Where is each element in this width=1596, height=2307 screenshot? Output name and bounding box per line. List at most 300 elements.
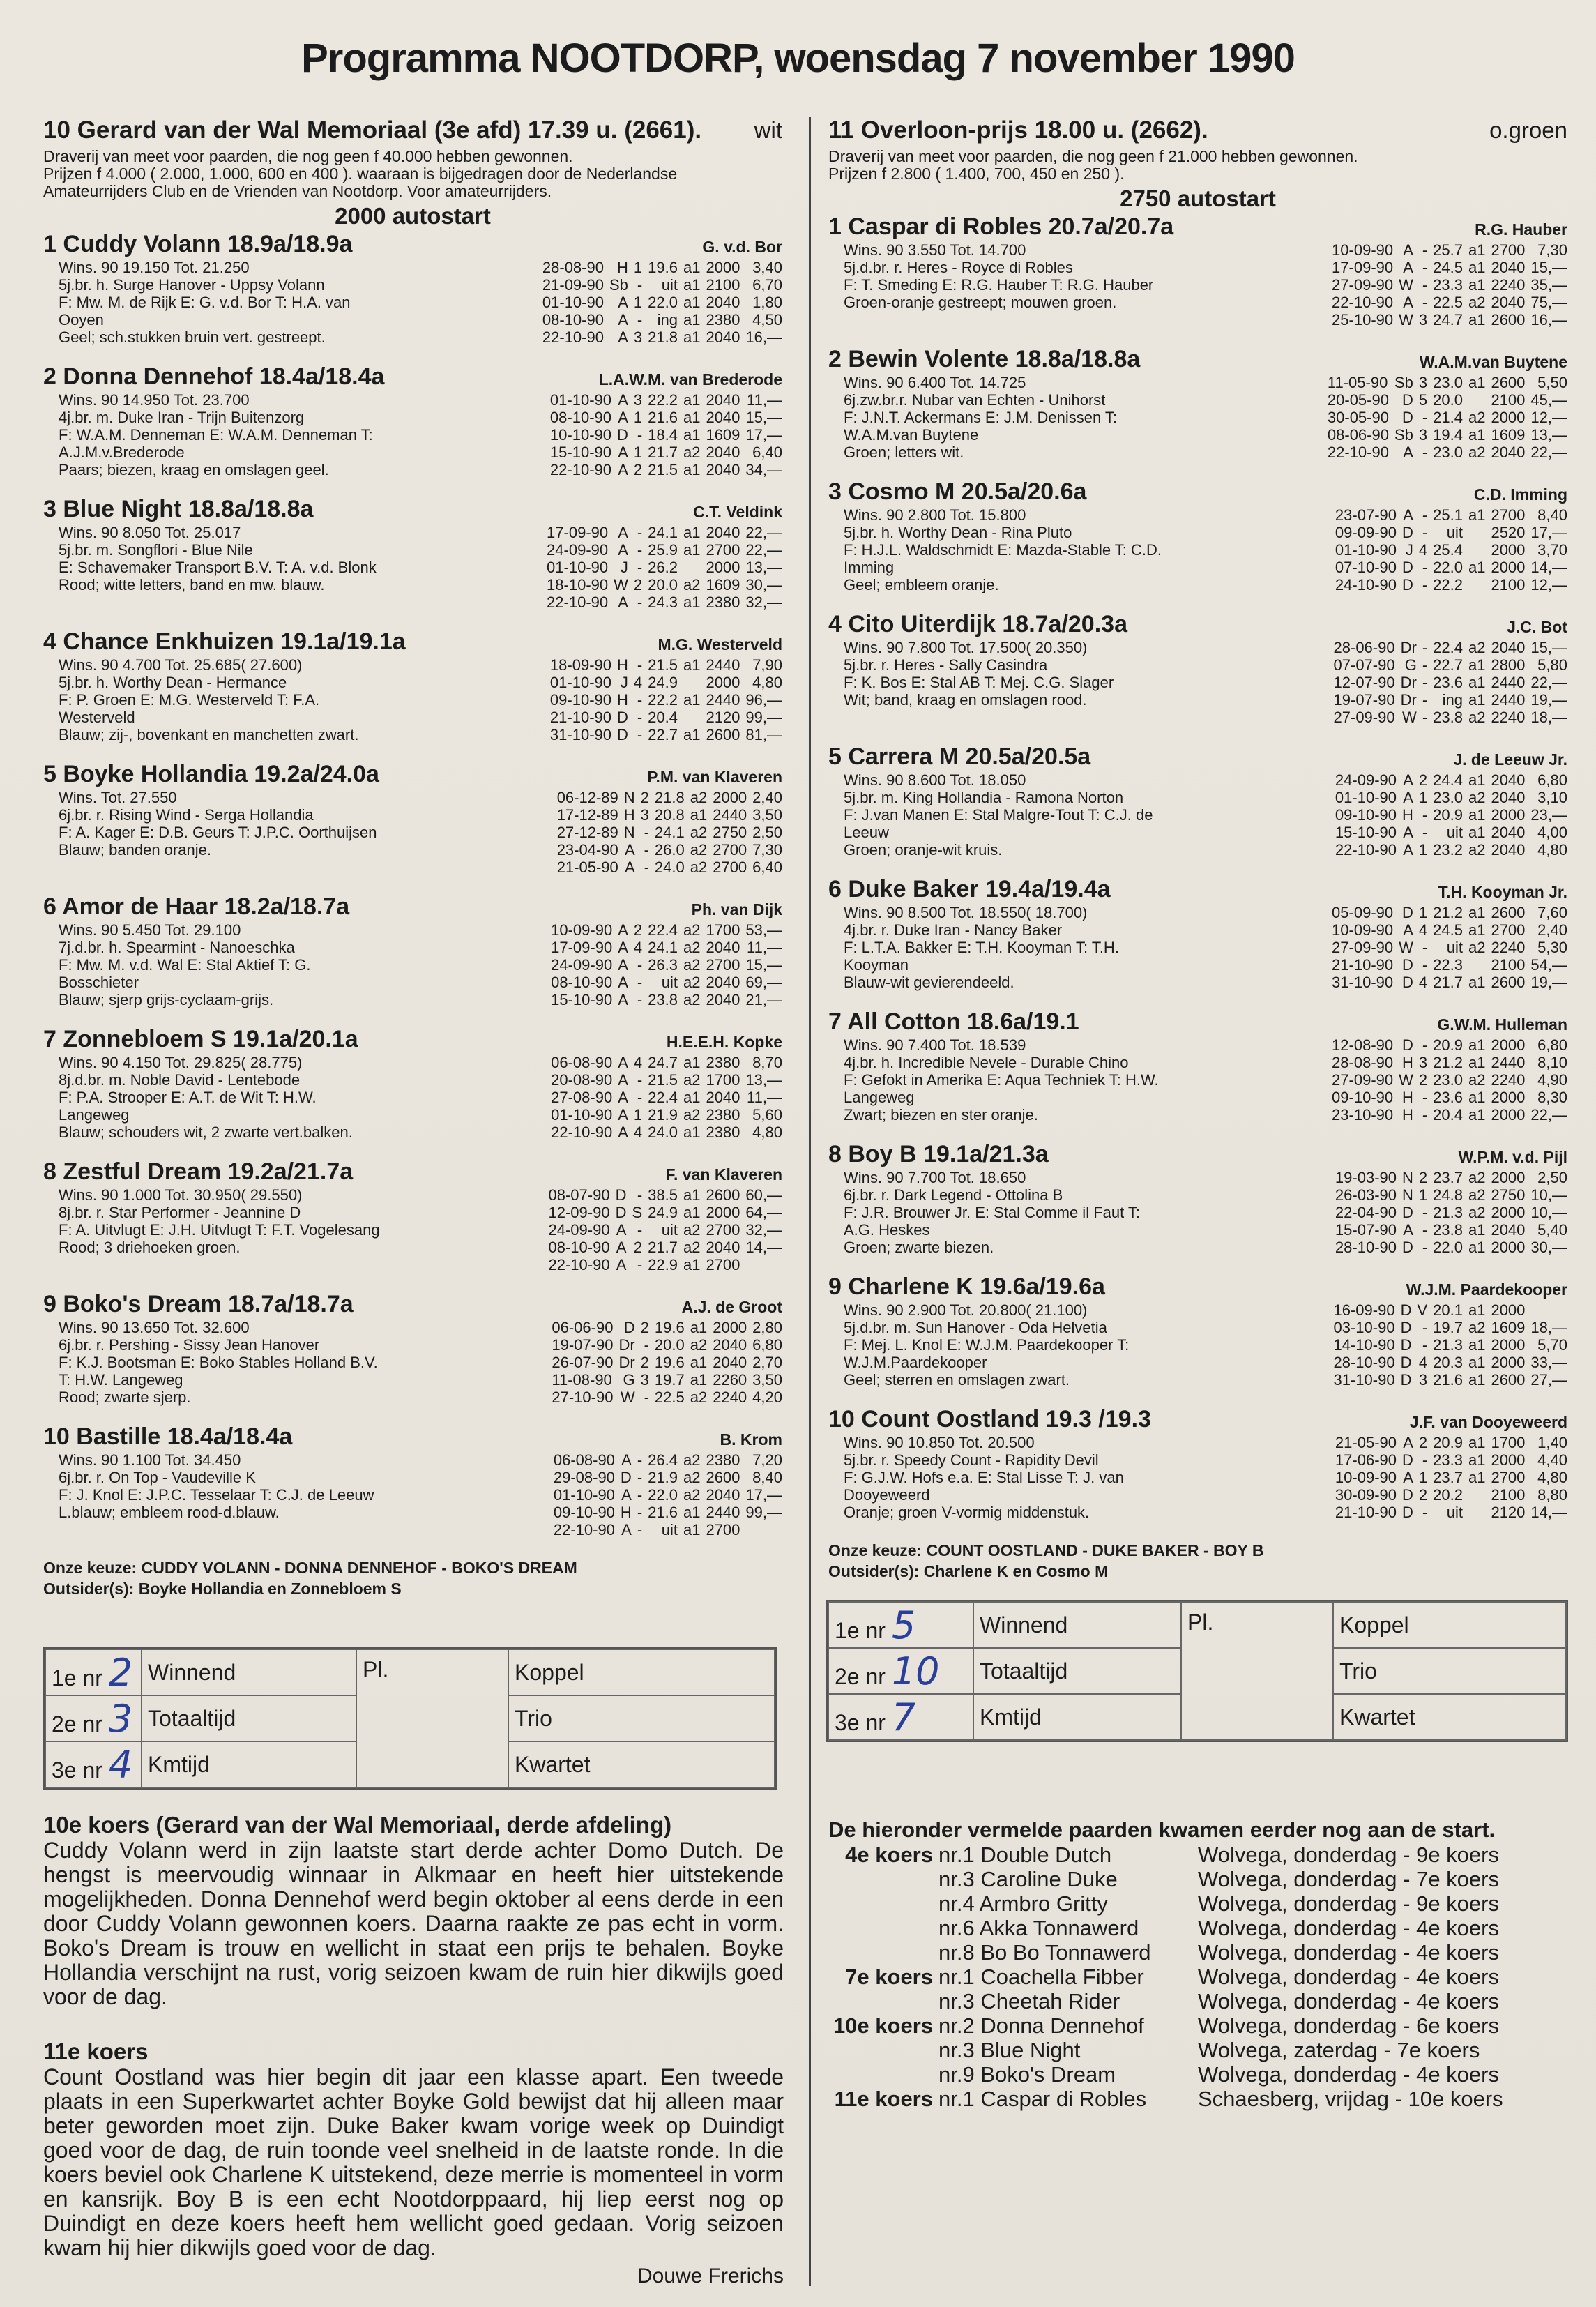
result-cell: 5,30	[1537, 939, 1567, 956]
result-cell: -	[1422, 806, 1428, 824]
result-cell: 2040	[706, 328, 740, 346]
trainer-name: L.A.W.M. van Brederode	[598, 370, 782, 388]
result-cell: -	[1422, 1221, 1428, 1239]
result-cell: 96,—	[745, 691, 782, 709]
result-cell: 22.5	[654, 1389, 685, 1406]
horse-info-line: Oranje; groen V-vormig middenstuk.	[844, 1504, 1090, 1521]
result-cell: a2	[690, 841, 708, 858]
result-cell: 22.7	[1433, 656, 1463, 674]
result-row	[557, 806, 782, 824]
result-row	[1332, 974, 1567, 991]
result-cell: A	[1403, 259, 1413, 276]
result-cell: a2	[690, 824, 708, 841]
tote-winnend: Winnend	[142, 1649, 356, 1695]
earlier-starts-list	[828, 1843, 1567, 2111]
result-cell: 06-08-90	[553, 1451, 615, 1469]
tote-rank: 1e nr 5	[828, 1602, 973, 1648]
horse-entry	[43, 1423, 782, 1556]
result-cell: 2	[640, 1319, 649, 1336]
result-cell: 5,60	[752, 1106, 782, 1124]
result-cell: a1	[1468, 674, 1486, 691]
result-cell: 19-07-90	[1333, 691, 1395, 709]
tote-koppel: Koppel	[1333, 1602, 1566, 1648]
horse-entry	[828, 1273, 1567, 1406]
result-cell: A	[621, 1486, 632, 1504]
result-cell: a1	[683, 294, 701, 311]
result-row	[1335, 789, 1567, 806]
result-cell: a2	[683, 991, 701, 1008]
result-cell: 21.6	[648, 409, 678, 426]
result-cell: G	[1404, 656, 1417, 674]
tote-form-race-11	[826, 1600, 1568, 1742]
result-cell: 12-08-90	[1332, 1036, 1394, 1054]
result-cell: 23.8	[1433, 1221, 1463, 1239]
result-cell: D	[1402, 904, 1413, 921]
result-cell: 21,—	[745, 991, 782, 1008]
result-cell: -	[644, 1389, 649, 1406]
horse-info	[59, 1054, 463, 1141]
result-cell: 28-06-90	[1333, 639, 1395, 656]
horse-name: 8 Zestful Dream 19.2a/21.7a	[43, 1158, 354, 1185]
result-cell: 19,—	[1530, 974, 1567, 991]
result-cell: N	[1402, 1169, 1413, 1186]
result-cell: 10-09-90	[1332, 921, 1394, 939]
result-cell: 03-10-90	[1333, 1319, 1395, 1336]
result-cell: 4,20	[752, 1389, 782, 1406]
result-cell: W	[1399, 939, 1413, 956]
horse-info	[844, 374, 1248, 461]
result-cell: 17-06-90	[1335, 1451, 1397, 1469]
result-cell: 01-10-90	[549, 674, 611, 691]
result-cell: 05-09-90	[1332, 904, 1394, 921]
horse-info	[844, 771, 1248, 858]
article-paragraph: Count Oostland was hier begin dit jaar een klasse apart. Een tweede plaats in een Superkwartet achter Boyke Gold bewijst dat hij alleen maar beter geworden moet zijn. Duke Baker kwam vorige week op Duindigt goed voor de dag, de ruin toonde veel snelheid in de laatste ronde. In die koers beviel ook Charlene K uitstekend, deze merrie is momenteel in vorm en kansrijk. Boy B is een echt Nootdorppaard, hij liep eerst nog op Duindigt en deze koers heeft hem wellicht goed gedaan. Vorig seizoen kwam hij hier dikwijls goed voor de dag.	[43, 2064, 784, 2260]
result-cell: 2240	[1491, 1071, 1526, 1089]
result-cell: 2040	[706, 294, 740, 311]
horse-info-line: Langeweg	[844, 1089, 915, 1106]
horse-info	[59, 391, 463, 478]
horse-info-line: Wins. 90 19.150 Tot. 21.250	[59, 259, 250, 276]
result-cell: 21.8	[654, 789, 685, 806]
result-cell: 2000	[706, 674, 740, 691]
result-cell: 2040	[706, 991, 740, 1008]
result-cell: H	[1402, 1089, 1413, 1106]
result-row	[547, 524, 782, 541]
result-cell: -	[637, 691, 643, 709]
result-row	[547, 576, 782, 593]
trainer-name: T.H. Kooyman Jr.	[1438, 883, 1567, 901]
race-distance: 2750 autostart	[1120, 186, 1276, 211]
result-cell: 06-08-90	[551, 1054, 613, 1071]
result-cell: -	[1422, 409, 1428, 426]
horse-number-name: nr.4 Armbro Gritty	[938, 1891, 1108, 1916]
result-cell: 21.7	[648, 444, 678, 461]
result-cell: 21-10-90	[1332, 956, 1394, 974]
result-cell: 2100	[1491, 1486, 1526, 1504]
result-cell: 2100	[1491, 576, 1526, 593]
tote-koppel: Koppel	[508, 1649, 775, 1695]
horse-info-line: 5j.br. r. Heres - Sally Casindra	[844, 656, 1048, 674]
result-cell: 1	[1418, 1469, 1428, 1486]
horse-info	[59, 1451, 463, 1521]
result-cell: D	[620, 1469, 632, 1486]
result-cell: D	[1402, 1239, 1413, 1256]
horse-info-line: F: Mw. M. de Rijk E: G. v.d. Bor T: H.A. van	[59, 294, 351, 311]
result-cell: 01-10-90	[553, 1486, 615, 1504]
venue-info: Wolvega, donderdag - 4e koers	[1198, 1940, 1499, 1965]
result-row	[1332, 259, 1567, 276]
result-cell: 21.3	[1433, 1336, 1463, 1354]
result-cell: 28-08-90	[542, 259, 604, 276]
result-row	[550, 461, 782, 478]
result-cell: 19.4	[1433, 426, 1463, 444]
result-cell: 2	[1418, 1486, 1428, 1504]
result-row	[551, 991, 782, 1008]
result-cell: S	[632, 1204, 643, 1221]
horse-entry	[43, 1026, 782, 1158]
result-row	[548, 1221, 782, 1239]
result-cell: 22.4	[648, 921, 678, 939]
result-cell: D	[617, 426, 628, 444]
result-cell: 21.7	[1433, 974, 1463, 991]
result-row	[1335, 1469, 1567, 1486]
result-row	[552, 1336, 782, 1354]
recent-results	[1335, 1434, 1567, 1521]
horse-info-line: F: K. Bos E: Stal AB T: Mej. C.G. Slager	[844, 674, 1114, 691]
result-cell: -	[637, 524, 643, 541]
result-cell: 22.2	[1433, 576, 1463, 593]
result-cell: 18-10-90	[547, 576, 609, 593]
result-cell: a1	[1468, 806, 1486, 824]
result-cell: a1	[683, 1256, 701, 1273]
result-cell: 30-05-90	[1327, 409, 1389, 426]
result-cell: 21.7	[648, 1239, 678, 1256]
result-cell: 38.5	[648, 1186, 678, 1204]
recent-results	[1332, 241, 1567, 328]
result-cell: uit	[1446, 824, 1463, 841]
result-cell: a2	[1468, 1169, 1486, 1186]
horse-entry	[828, 876, 1567, 1008]
horse-info-line: W.J.M.Paardekooper	[844, 1354, 987, 1371]
result-cell: 24.4	[1433, 771, 1463, 789]
result-cell: 2240	[713, 1389, 747, 1406]
result-cell	[740, 1521, 782, 1538]
result-row	[1333, 1301, 1567, 1319]
result-cell: 2700	[1491, 506, 1526, 524]
result-row	[554, 1521, 782, 1538]
result-cell: 2000	[1491, 1451, 1526, 1469]
horse-info-line: Wins. 90 10.850 Tot. 20.500	[844, 1434, 1035, 1451]
result-cell: W	[1399, 1071, 1413, 1089]
trainer-name: Ph. van Dijk	[691, 900, 782, 918]
horse-info-line: Wins. 90 14.950 Tot. 23.700	[59, 391, 250, 409]
result-cell: 2000	[706, 259, 740, 276]
trainer-name: C.D. Imming	[1473, 485, 1567, 504]
recent-results	[1332, 904, 1567, 991]
result-cell: 26.4	[648, 1451, 678, 1469]
result-row	[1335, 506, 1567, 524]
result-cell: 3	[1418, 426, 1428, 444]
result-cell: a1	[683, 276, 701, 294]
result-row	[548, 1239, 782, 1256]
result-cell: A	[618, 391, 628, 409]
result-row	[1335, 841, 1567, 858]
result-cell: a1	[1468, 374, 1486, 391]
result-cell: 8,40	[1537, 506, 1567, 524]
result-cell: 27-12-89	[556, 824, 618, 841]
result-cell: 2600	[706, 1186, 740, 1204]
result-cell: a1	[683, 726, 701, 743]
result-cell: -	[1422, 939, 1428, 956]
result-cell: 23.0	[1433, 444, 1463, 461]
result-cell: 2700	[706, 956, 740, 974]
result-cell: 2040	[1491, 841, 1526, 858]
result-cell: 3,50	[752, 1371, 782, 1389]
earlier-start-row	[828, 1867, 1567, 1891]
result-cell: 3	[1418, 374, 1428, 391]
result-row	[1333, 1371, 1567, 1389]
result-cell: 22,—	[1530, 444, 1567, 461]
result-cell: 1	[633, 409, 643, 426]
result-cell: 21.2	[1433, 904, 1463, 921]
result-cell: 4	[633, 674, 643, 691]
horse-info-line: F: W.A.M. Denneman E: W.A.M. Denneman T:	[59, 426, 373, 444]
result-cell: 2040	[1491, 639, 1526, 656]
result-cell: 2380	[706, 593, 740, 611]
result-cell: A	[616, 1256, 627, 1273]
horse-info-line: F: J.N.T. Ackermans E: J.M. Denissen T:	[844, 409, 1118, 426]
result-cell: a2	[683, 974, 701, 991]
result-cell: a1	[683, 691, 701, 709]
result-cell: a1	[683, 1504, 701, 1521]
result-cell: 2700	[1491, 921, 1526, 939]
result-row	[1328, 374, 1567, 391]
result-cell: W	[1402, 709, 1417, 726]
race-number: 10e koers	[833, 2013, 933, 2038]
result-cell: 10-09-90	[1332, 241, 1394, 259]
race-title-text: 11 Overloon-prijs 18.00 u. (2662).	[828, 116, 1208, 144]
horse-info-line: F: J. Knol E: J.P.C. Tesselaar T: C.J. de Leeuw	[59, 1486, 374, 1504]
result-cell: A	[1403, 1469, 1413, 1486]
result-row	[551, 1071, 782, 1089]
result-cell: 15-10-90	[551, 991, 613, 1008]
result-cell: 2040	[713, 1354, 747, 1371]
condition-line: Draverij van meet voor paarden, die nog geen f 40.000 hebben gewonnen.	[43, 147, 573, 165]
result-cell: 16-09-90	[1333, 1301, 1395, 1319]
horse-info-line: F: H.J.L. Waldschmidt E: Mazda-Stable T: C.D.	[844, 541, 1162, 559]
result-cell: 2040	[1491, 1221, 1526, 1239]
result-cell: a1	[683, 1521, 701, 1538]
result-cell: 4,90	[1537, 1071, 1567, 1089]
result-cell: a1	[683, 541, 701, 559]
result-cell: 22.2	[648, 391, 678, 409]
result-cell: 2040	[706, 1486, 740, 1504]
horse-info-line: Imming	[844, 559, 895, 576]
race-number	[828, 1916, 938, 1940]
condition-line: Prijzen f 2.800 ( 1.400, 700, 450 en 250 ).	[828, 165, 1125, 183]
horse-info-line: Langeweg	[59, 1106, 130, 1124]
result-cell: a1	[690, 806, 708, 824]
horse-info-line: 5j.br. r. Speedy Count - Rapidity Devil	[844, 1451, 1099, 1469]
result-cell: 2100	[706, 276, 740, 294]
recent-results	[1333, 1301, 1567, 1389]
result-cell: 08-10-90	[548, 1239, 610, 1256]
result-cell: 15-10-90	[1335, 824, 1397, 841]
result-cell: Dr	[618, 1354, 635, 1371]
result-cell: 13,—	[745, 559, 782, 576]
horse-info	[59, 921, 463, 1008]
horse-entry	[43, 231, 782, 363]
race-number	[828, 2062, 938, 2087]
horse-entry	[43, 893, 782, 1026]
result-cell: a2	[683, 1071, 701, 1089]
result-row	[550, 391, 782, 409]
result-cell: 6,80	[1537, 1036, 1567, 1054]
result-cell: 1700	[706, 921, 740, 939]
result-cell: 25.9	[648, 541, 678, 559]
result-cell: 2700	[713, 841, 747, 858]
venue-info: Wolvega, donderdag - 4e koers	[1198, 1965, 1499, 1989]
result-cell: 26.0	[654, 841, 685, 858]
result-cell: 4	[633, 1124, 643, 1141]
result-cell: 4,80	[752, 674, 782, 691]
result-cell: a1	[1468, 974, 1486, 991]
result-cell: 21-05-90	[1335, 1434, 1397, 1451]
result-row	[1335, 771, 1567, 789]
result-cell: 26.3	[648, 956, 678, 974]
result-cell: a1	[683, 1089, 701, 1106]
result-cell: 7,90	[752, 656, 782, 674]
result-cell: A	[618, 1071, 628, 1089]
result-cell: 2040	[706, 974, 740, 991]
result-cell: 2	[633, 921, 643, 939]
result-cell: 22-04-90	[1335, 1204, 1397, 1221]
result-cell: 24.5	[1433, 921, 1463, 939]
result-cell: Sb	[609, 276, 628, 294]
horse-info	[59, 1186, 463, 1256]
horse-info-line: Wins. 90 7.800 Tot. 17.500( 20.350)	[844, 639, 1088, 656]
result-row	[554, 1451, 782, 1469]
result-cell	[1463, 1486, 1485, 1504]
result-cell: A	[1403, 1434, 1413, 1451]
result-cell: 23.3	[1433, 276, 1463, 294]
result-cell: a1	[690, 1371, 708, 1389]
result-cell: 24-09-90	[551, 956, 613, 974]
result-row	[548, 1256, 782, 1273]
result-cell: 24.3	[648, 593, 678, 611]
result-cell: 6,80	[1537, 771, 1567, 789]
result-cell: 54,—	[1530, 956, 1567, 974]
result-cell: 64,—	[745, 1204, 782, 1221]
horse-number-name: nr.9 Boko's Dream	[938, 2062, 1116, 2087]
horse-number-name: nr.1 Caspar di Robles	[938, 2087, 1147, 2111]
result-cell: a1	[1468, 1221, 1486, 1239]
result-cell: 07-07-90	[1333, 656, 1395, 674]
venue-info: Wolvega, donderdag - 9e koers	[1198, 1843, 1499, 1867]
result-cell: 7,60	[1537, 904, 1567, 921]
result-cell: 21.3	[1433, 1204, 1463, 1221]
tote-kwartet: Kwartet	[508, 1741, 775, 1787]
trainer-name: F. van Klaveren	[665, 1165, 782, 1183]
result-cell: a1	[683, 391, 701, 409]
trainer-name: B. Krom	[720, 1430, 782, 1449]
result-cell: 4,00	[1537, 824, 1567, 841]
result-cell: 2000	[1491, 1204, 1526, 1221]
result-cell: 09-10-90	[1335, 806, 1397, 824]
result-cell: 24-09-90	[548, 1221, 610, 1239]
result-cell: 19.7	[1433, 1319, 1463, 1336]
result-cell: 20.0	[648, 576, 678, 593]
result-cell: 2000	[1491, 1301, 1526, 1319]
result-cell: 99,—	[745, 1504, 782, 1521]
result-cell: V	[1417, 1301, 1428, 1319]
result-cell: 10-10-90	[549, 426, 611, 444]
recent-results	[548, 1186, 782, 1273]
race-number	[828, 1940, 938, 1965]
result-cell: 21.5	[648, 1071, 678, 1089]
result-cell: A	[618, 444, 628, 461]
result-cell: a2	[690, 1336, 708, 1354]
result-cell: A	[618, 328, 628, 346]
earlier-start-row	[828, 1843, 1567, 1867]
result-cell: 20-05-90	[1327, 391, 1389, 409]
result-cell: 27-09-90	[1332, 939, 1394, 956]
result-cell: 15,—	[1530, 259, 1567, 276]
horse-info-line: Wins. 90 2.800 Tot. 15.800	[844, 506, 1026, 524]
result-cell: a1	[1468, 276, 1486, 294]
result-cell: 20.8	[654, 806, 685, 824]
result-cell: 2040	[706, 409, 740, 426]
result-cell: a1	[1468, 1036, 1486, 1054]
recent-results	[1332, 1036, 1567, 1124]
result-row	[1332, 1071, 1567, 1089]
result-cell: 1	[633, 1106, 643, 1124]
result-cell: 3	[633, 328, 643, 346]
result-cell: 21.6	[1433, 1371, 1463, 1389]
result-cell: A	[621, 1521, 632, 1538]
result-cell: 2040	[713, 1336, 747, 1354]
result-cell: a1	[1468, 426, 1486, 444]
result-cell: 4	[1418, 921, 1428, 939]
result-cell: N	[1402, 1186, 1413, 1204]
result-cell: a1	[683, 1054, 701, 1071]
horse-list	[828, 213, 1567, 1538]
result-cell: a1	[1468, 1469, 1486, 1486]
result-cell: 21.4	[1433, 409, 1463, 426]
result-cell: 1	[1418, 904, 1428, 921]
result-cell: 22-10-90	[1335, 841, 1397, 858]
horse-info-line: W.A.M.van Buytene	[844, 426, 979, 444]
horse-info-line: 7j.d.br. h. Spearmint - Nanoeschka	[59, 939, 295, 956]
venue-info: Schaesberg, vrijdag - 10e koers	[1198, 2087, 1503, 2111]
result-cell: 3	[1418, 1371, 1428, 1389]
horse-info-line: Groen; zwarte biezen.	[844, 1239, 994, 1256]
result-cell: A	[618, 991, 628, 1008]
result-row	[550, 409, 782, 426]
result-cell: 2440	[706, 656, 740, 674]
result-cell: 20.9	[1433, 1036, 1463, 1054]
result-cell: A	[618, 1124, 628, 1141]
result-cell: 22.0	[1433, 559, 1463, 576]
result-cell: 2700	[1491, 1469, 1526, 1486]
earlier-start-row	[828, 1891, 1567, 1916]
earlier-starts-heading: De hieronder vermelde paarden kwamen eerder nog aan de start.	[828, 1817, 1496, 1842]
result-cell	[678, 709, 700, 726]
result-cell: A	[1403, 771, 1413, 789]
result-cell: 12,—	[1530, 576, 1567, 593]
horse-info-line: Rood; zwarte sjerp.	[59, 1389, 191, 1406]
horse-info	[59, 1319, 463, 1406]
